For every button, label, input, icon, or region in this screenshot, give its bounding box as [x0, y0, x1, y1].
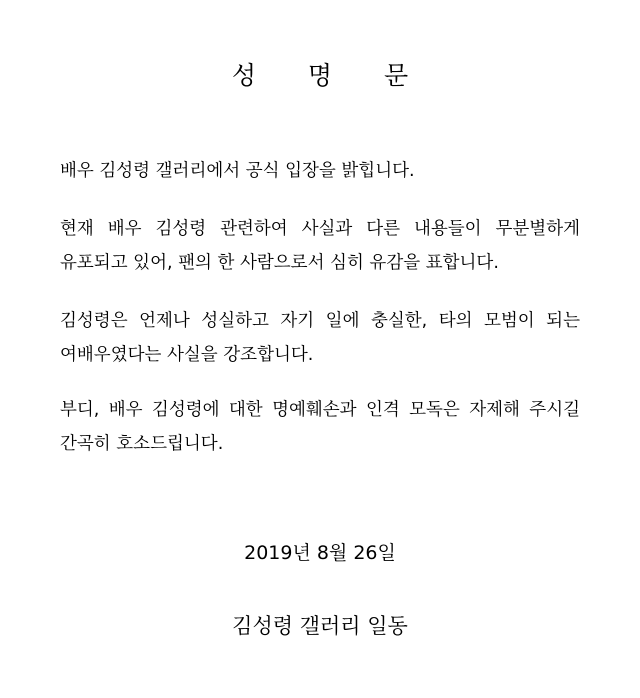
document-date: 2019년 8월 26일: [244, 542, 396, 564]
paragraph-appeal: 부디, 배우 김성령에 대한 명예훼손과 인격 모독은 자제해 주시길 간곡히 호소드립니다.: [60, 400, 580, 454]
document-title: 성 명 문: [231, 61, 431, 90]
paragraph-intro: 배우 김성령 갤러리에서 공식 입장을 밝힙니다.: [60, 161, 415, 181]
document-signature: 김성령 갤러리 일동: [232, 614, 408, 638]
paragraph-regret: 현재 배우 김성령 관련하여 사실과 다른 내용들이 무분별하게 유포되고 있어, 팬의 한 사람으로서 심히 유감을 표합니다.: [60, 219, 580, 273]
paragraph-emphasis: 김성령은 언제나 성실하고 자기 일에 충실한, 타의 모범이 되는 여배우였다는 사실을 강조합니다.: [60, 311, 580, 365]
